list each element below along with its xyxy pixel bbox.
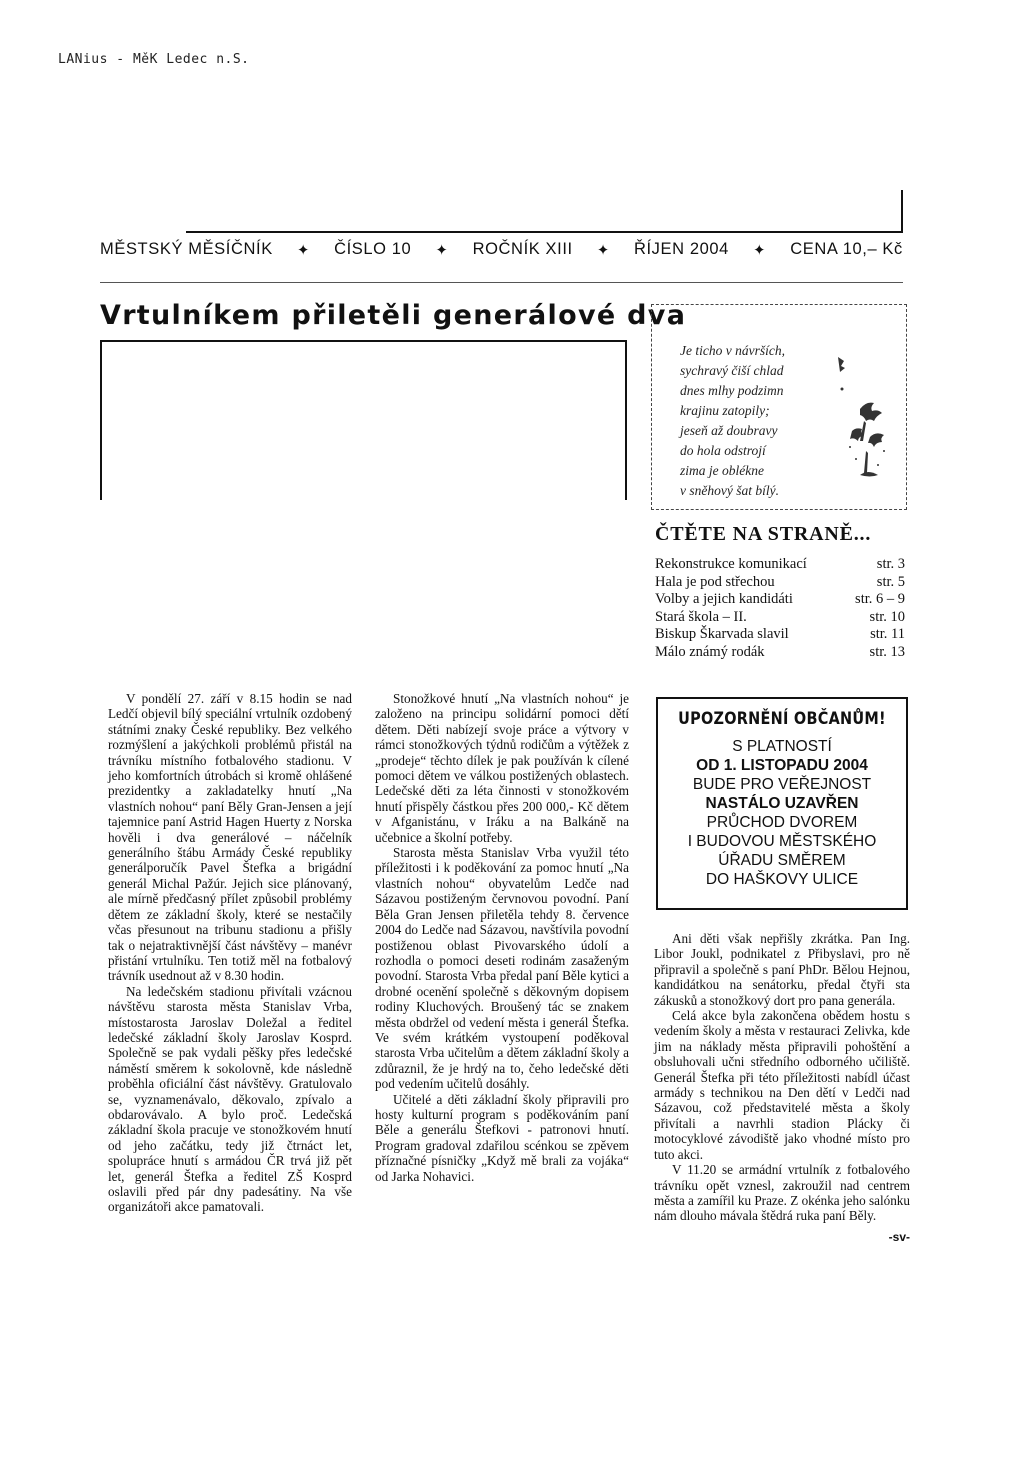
masthead-rule [100, 282, 903, 283]
poem-line: Je ticho v návrších, [680, 343, 785, 358]
article-paragraph: Učitelé a děti základní školy připravili pro hosty kulturní program s poděkováním paní Běle a generálu Štefkovi - patronovi hnutí. Program gradoval zdařilou scénkou se zpěvem příznačné písničky „Když mě brali za vojáka“ od Jarka Nohavici. [375, 1091, 629, 1184]
poem-line: do hola odstrojí [680, 443, 766, 458]
article-paragraph: Starosta města Stanislav Vrba využil této příležitosti i k poděkování za pomoc hnutí „Na vlastních nohou“ obyvatelům Ledče nad Sázavou postiženým červnovou povodní. Paní Běla Gran Jensen přiletěla tehdy 8. července 2004 do Ledče nad Sázavou, navštívila povodní postiženou oblast Pivovarského údolí a rozhodla o pomoci deseti rodinám zasaženým povodní. Starosta Vrba předal paní Běle kytici a drobné ocenění společně s děkovným dopisem rodiny Kluchových. Broušený tác se znakem města obdržel od vedení města i generál Štefka. Ve svém krátkém vystoupení poděkoval starosta Vrba učitelům a dětem základní školy a zdůraznil, že je hrdý na to, čeho ledečské děti pod vedením učitelů dosáhly. [375, 845, 629, 1092]
star-separator-icon: ✦ [296, 241, 311, 259]
star-separator-icon: ✦ [435, 241, 449, 259]
toc-item-page: str. 10 [869, 608, 905, 625]
poem-line: v sněhový šat bílý. [680, 483, 779, 498]
masthead [100, 240, 903, 259]
masthead-volume: ROČNÍK XIII [472, 240, 573, 258]
toc-item-label: Málo známý rodák [655, 643, 765, 660]
toc-item-label: Volby a jejich kandidáti [655, 591, 793, 607]
toc-item-page: str. 5 [876, 573, 905, 590]
masthead-issue: ČÍSLO 10 [334, 240, 412, 258]
article-column-1 [108, 691, 352, 1215]
article-paragraph: Stonožkové hnutí „Na vlastních nohou“ je založeno na principu solidární pomoci dětí dětem. Děti nabízejí svoje práce a výtvory v rámci stonožkových týdnů rodičům a výtěžek z „prodeje“ těchto dílek je pak používán k cílené pomoci dětem ve válkou postižených oblastech. Ledečské děti za léta činnosti v stonožkovém hnutí přispěly částkou přes 200 000,- Kč dětem v Afganistánu, v Iráku a na Balkáně na učebnice a školní potřeby. [375, 691, 629, 845]
poem [680, 341, 785, 501]
toc-item[interactable] [655, 609, 905, 627]
top-rule [186, 231, 903, 233]
notice-line: OD 1. LISTOPADU 2004 [696, 757, 868, 774]
poem-line: dnes mlhy podzimn [680, 383, 784, 398]
notice-line: DO HAŠKOVY ULICE [705, 871, 859, 888]
notice-line: I BUDOVOU MĚSTSKÉHO [687, 833, 877, 850]
masthead-price: CENA 10,– Kč [790, 240, 903, 258]
notice-line: NASTÁLO UZAVŘEN [705, 795, 859, 812]
poem-box [651, 304, 907, 510]
notice-line: S PLATNOSTÍ [732, 738, 832, 755]
toc-item-page: str. 11 [870, 626, 905, 642]
toc-item-label: Rekonstrukce komunikací [655, 556, 807, 572]
article-paragraph: V 11.20 se armádní vrtulník z fotbalového trávníku opět vznesl, zakroužil nad centrem města a zamířil ku Praze. Z okénka jeho salónku nám dlouho mávala štědrá ruka paní Běly. [654, 1162, 910, 1224]
toc-item[interactable] [655, 556, 905, 574]
article-column-3 [654, 931, 910, 1245]
toc-item-page: str. 6 – 9 [855, 591, 905, 607]
toc-item[interactable] [655, 644, 905, 662]
toc-item[interactable] [655, 626, 905, 644]
article-paragraph: Ani děti však nepřišly zkrátka. Pan Ing. Libor Joukl, podnikatel z Přibyslavi, pro ně připravil a společně s paní PhDr. Bělou Hejnou, kandidátkou na senátorku, předal čtyři sta zákusků a stonožkový dort pro pana generála. [654, 931, 910, 1008]
toc-item[interactable] [655, 574, 905, 592]
toc-item-label: Stará škola – II. [655, 608, 747, 625]
toc-item-label: Hala je pod střechou [655, 573, 775, 590]
notice-line: ÚŘADU SMĚREM [718, 852, 846, 869]
author-signature: -sv- [888, 1229, 910, 1244]
headline: Vrtulníkem přiletěli generálové dva [100, 300, 687, 331]
archive-signature: LANius - MěK Ledec n.S. [58, 52, 250, 67]
table-of-contents [655, 556, 905, 661]
toc-item[interactable] [655, 591, 905, 609]
toc-item-page: str. 13 [869, 643, 905, 660]
photo-frame [100, 340, 627, 500]
notice-line: BUDE PRO VEŘEJNOST [692, 776, 872, 793]
poem-line: sychravý čiší chlad [680, 363, 784, 378]
poem-line: zima je oblékne [680, 463, 764, 478]
tree-illustration-icon [830, 347, 890, 497]
toc-item-label: Biskup Škarvada slavil [655, 626, 789, 642]
poem-line: krajinu zatopily; [680, 403, 770, 418]
star-separator-icon: ✦ [596, 241, 610, 259]
star-separator-icon: ✦ [753, 241, 767, 259]
article-paragraph: Celá akce byla zakončena obědem hostu s vedením školy a města v restauraci Zelivka, kde jim na náklady města připravili pohoštění a obsluhovali učni středního odborného učiliště. Generál Štefka při této příležitosti nabídl účast armády s technikou na Den dětí v Ledči nad Sázavou, což představitelé města a školy přivítali a navrhli stadion Plácky či motocyklové závodiště jako vhodné místo pro tuto akci. [654, 1008, 910, 1162]
notice-box [656, 697, 908, 910]
notice-title: UPOZORNĚNÍ OBČANŮM! [678, 709, 886, 729]
toc-item-page: str. 3 [876, 556, 905, 572]
masthead-date: ŘÍJEN 2004 [633, 240, 729, 258]
top-rule-end [901, 190, 903, 233]
masthead-title: MĚSTSKÝ MĚSÍČNÍK [100, 240, 273, 258]
article-column-2 [375, 691, 629, 1184]
article-paragraph: Na ledečském stadionu přivítali vzácnou návštěvu starosta města Stanislav Vrba, místostarosta Jaroslav Doležal a ředitel ledečské základní školy Jaroslav Kosprd. Společně se pak vydali pěšky přes ledečské náměstí směrem k sokolovně, kde následně proběhla oficiální část návštěvy. Gratulovalo se, vyznamenávalo, děkovalo, zpívalo a obdarovávalo. A bylo proč. Ledečská základní škola pracuje ve stonožkovém hnutí od jeho začátku, tedy již čtrnáct let, spolupráce hnutí s armádou ČR trvá již pět let, generál Štefka a ředitel ZŠ Kosprd oslavili před pár dny padesátiny. Na vše organizátoři akce pamatovali. [108, 983, 352, 1215]
notice-line: PRŮCHOD DVOREM [706, 814, 858, 831]
article-paragraph: V pondělí 27. září v 8.15 hodin se nad Ledčí objevil bílý speciální vrtulník ozdobený státními znaky České republiky. Bez velkého rozmýšlení a jakýchkoli problémů přistál na trávníku místního fotbalového stadionu. V jeho komfortních útrobách si kromě ohlášené prezidentky a zakladatelky hnutí „Na vlastních nohou“ paní Běly Gran-Jensen a její tajemnice paní Astrid Hagen Huerty z Norska hověli i dva generálové – náčelník generálního štábu Armády České republiky generálporučík Pavel Štefka a brigádní generál Michal Pažúr. Jejich sice plánovaný, ale mírně předčasný přílet způsobil problémy dětem ze základní školy, které se nestačily včas přesunout na tribunu stadionu a přišly tak o nejatraktivnější část návštěvy – manévr přistání vrtulníku. Ten totiž měl na fotbalový trávník usednout až v 8.30 hodin. [108, 691, 352, 984]
poem-line: jeseň až doubravy [680, 423, 778, 438]
toc-title: ČTĚTE NA STRANĚ... [655, 523, 872, 545]
